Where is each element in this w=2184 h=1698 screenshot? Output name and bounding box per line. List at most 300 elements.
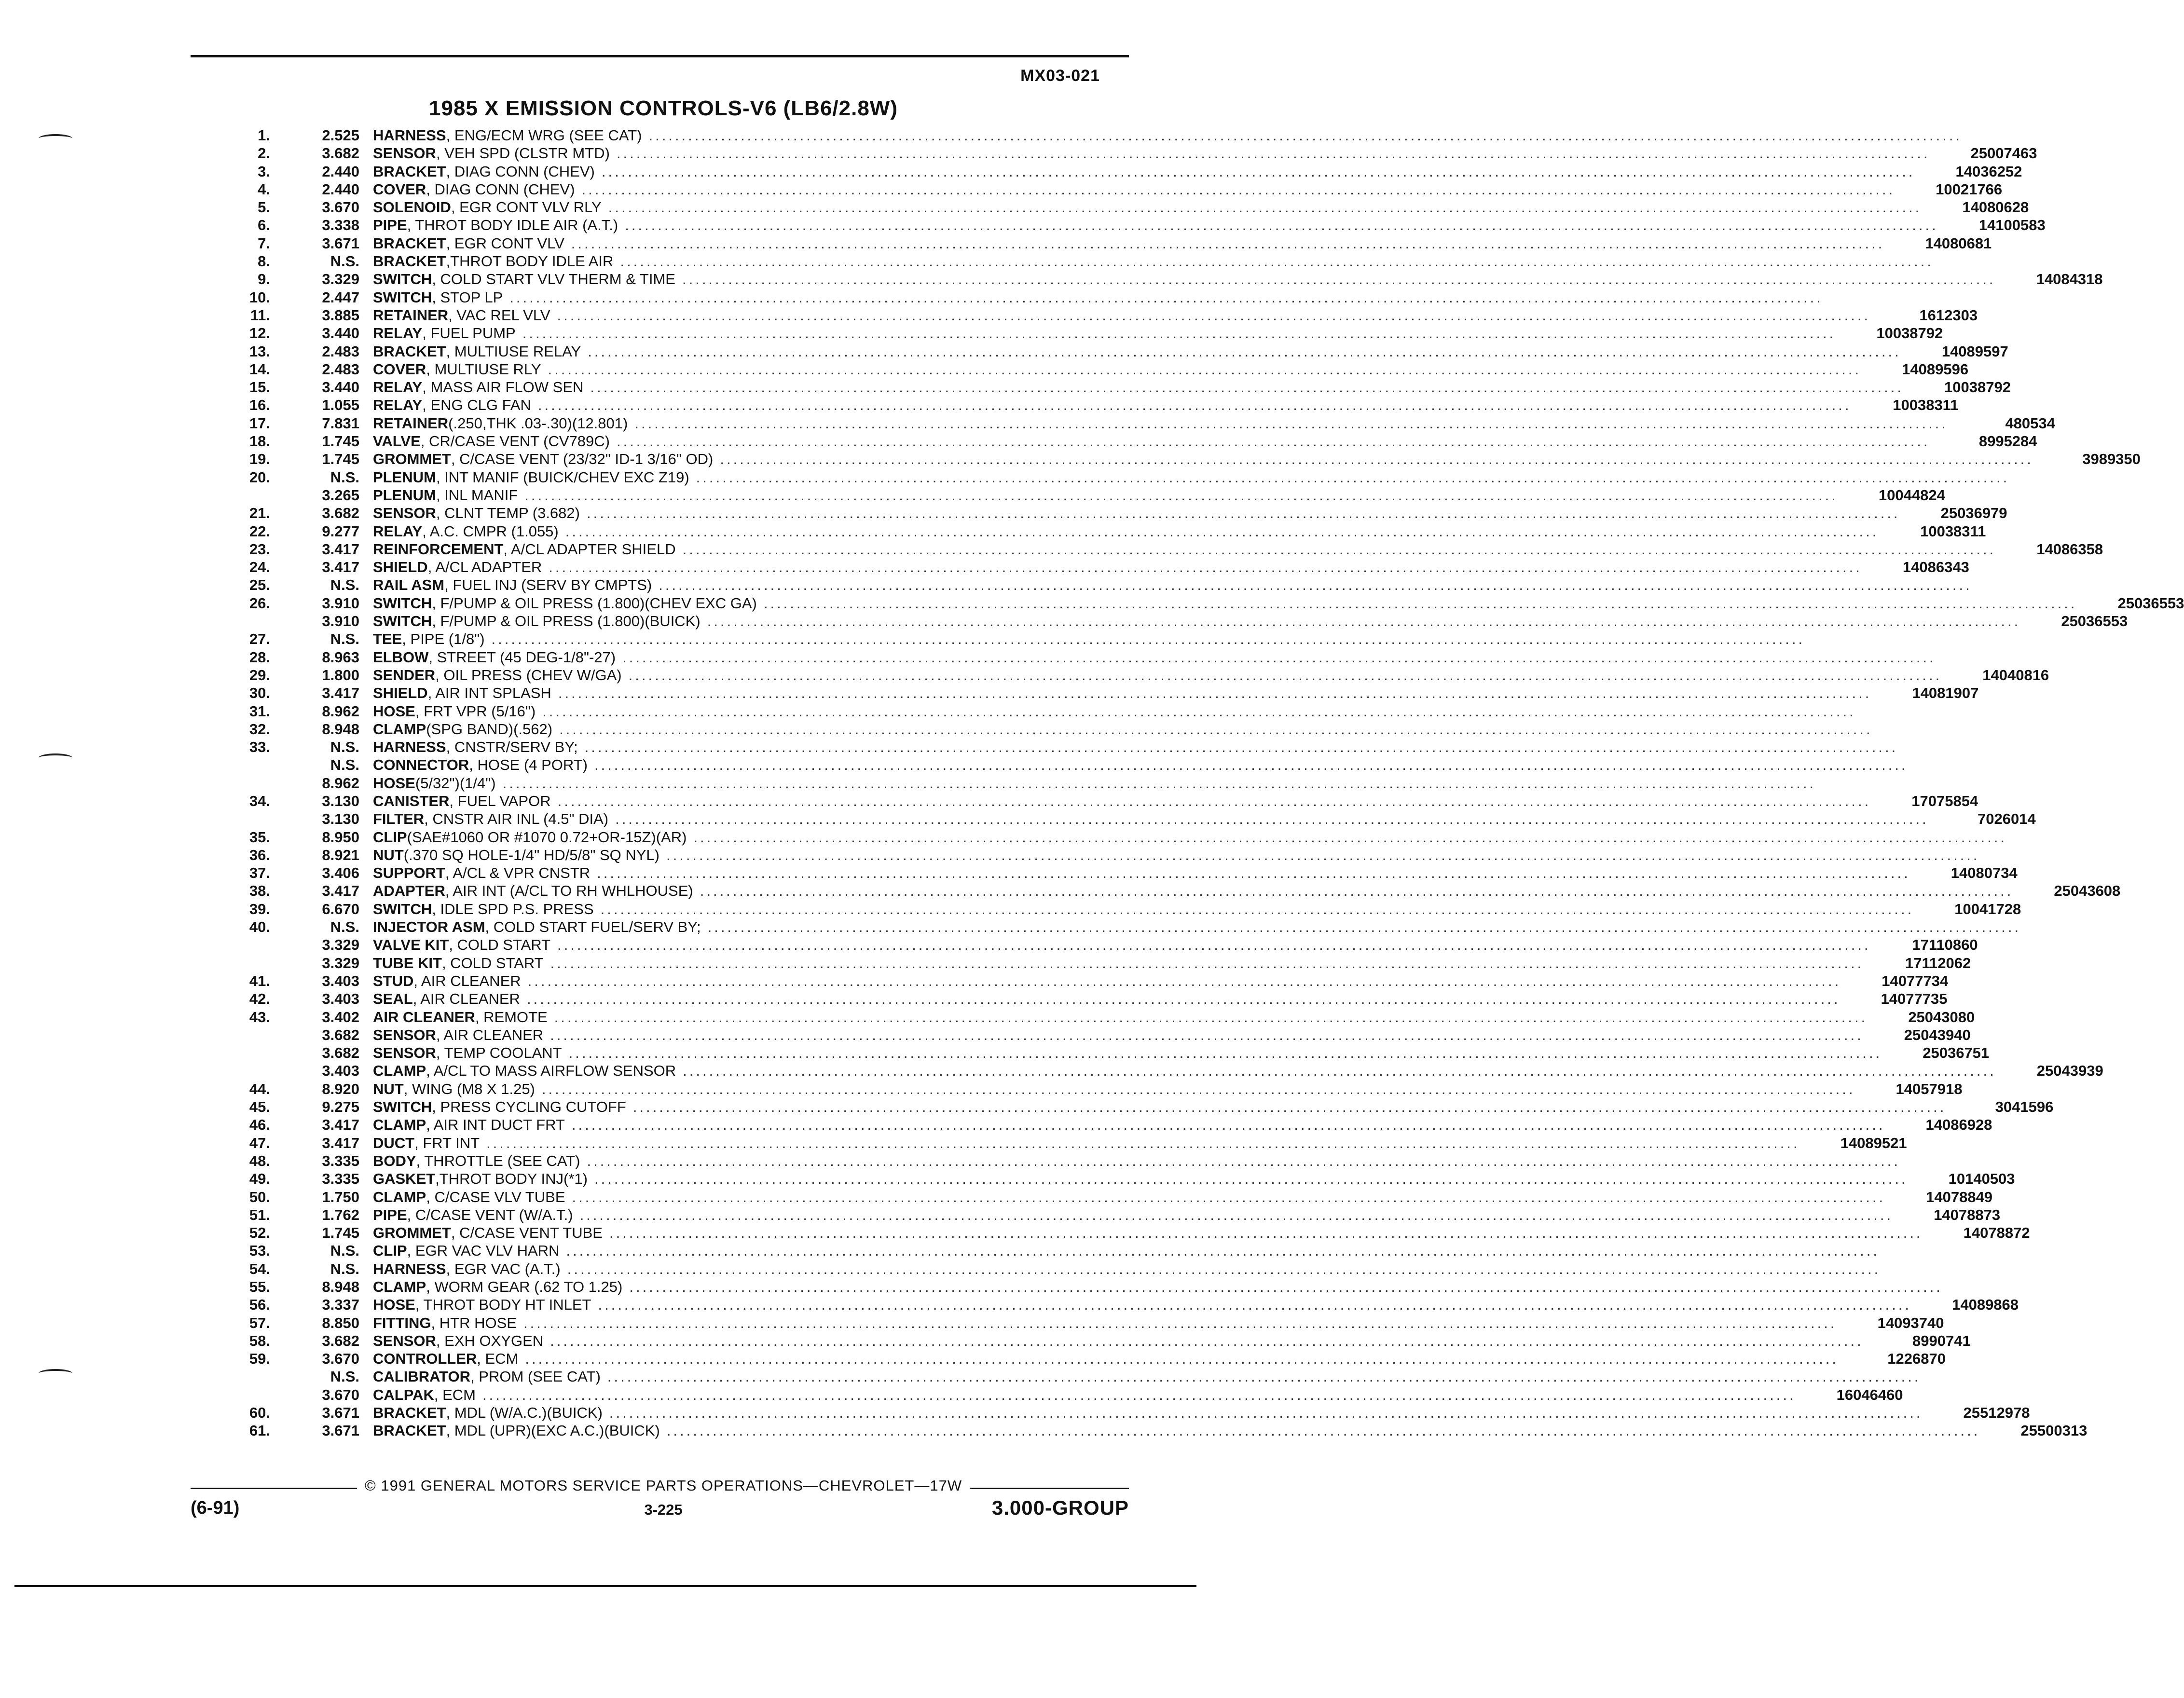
ref-number: 50.: [249, 1188, 270, 1205]
ref-number: 34.: [249, 792, 270, 809]
ref-number: 49.: [249, 1170, 270, 1188]
part-name: RELAY: [373, 379, 423, 396]
dot-leader: ........................................................................................................................................................................................................: [616, 145, 1930, 162]
group-number: 3.406: [322, 864, 359, 882]
part-description: , WING (M8 X 1.25): [403, 1080, 535, 1097]
part-description: , AIR INT SPLASH: [427, 685, 551, 702]
part-description: , COLD START: [441, 954, 544, 972]
group-number: 3.335: [322, 1170, 359, 1188]
part-number: 10041728: [1954, 900, 2021, 917]
group-number: 3.682: [322, 145, 359, 162]
group-label: 3.000-GROUP: [991, 1496, 1129, 1519]
group-number: 2.483: [322, 342, 359, 360]
parts-row: [222, 234, 1992, 252]
ref-number: 10.: [249, 288, 270, 306]
part-description: (5/32")(1/4"): [415, 774, 496, 792]
part-description: , MDL (W/A.C.)(BUICK): [446, 1404, 603, 1422]
dot-leader: ........................................................................................................................................................................................................: [693, 828, 2007, 846]
group-number: 3.337: [322, 1296, 359, 1314]
part-name: SWITCH: [373, 594, 432, 612]
parts-row: [222, 1080, 1963, 1098]
part-description: , FUEL VAPOR: [449, 792, 551, 809]
part-description: , DIAG CONN (CHEV): [446, 163, 595, 180]
ref-number: 45.: [249, 1098, 270, 1116]
parts-row: [222, 432, 2037, 450]
dot-leader: ........................................................................................................................................................................................................: [629, 1278, 1943, 1295]
ref-number: 13.: [249, 342, 270, 360]
part-description: , STREET (45 DEG-1/8"-27): [428, 648, 616, 666]
dot-leader: ........................................................................................................................................................................................................: [682, 540, 1996, 558]
part-name: BRACKET: [373, 163, 446, 180]
dot-leader: ........................................................................................................................................................................................................: [586, 505, 1900, 522]
parts-row: [222, 144, 2037, 162]
group-number: 8.962: [322, 774, 359, 792]
part-name: INJECTOR ASM: [373, 918, 485, 936]
group-number: 7.831: [322, 414, 359, 432]
part-description: , MDL (UPR)(EXC A.C.)(BUICK): [446, 1422, 660, 1439]
dot-leader: ........................................................................................................................................................................................................: [696, 468, 2010, 486]
parts-row: [222, 954, 1971, 972]
part-description: , C/CASE VENT (W/A.T.): [407, 1206, 573, 1223]
part-number: 1612303: [1919, 306, 1978, 324]
part-description: , THROTTLE (SEE CAT): [416, 1152, 580, 1169]
group-number: 8.948: [322, 720, 359, 738]
parts-row: [222, 1098, 2054, 1116]
dot-leader: ........................................................................................................................................................................................................: [584, 739, 1898, 756]
dot-leader: ........................................................................................................................................................................................................: [616, 433, 1930, 450]
part-description: , CLNT TEMP (3.682): [436, 505, 580, 522]
dot-leader: ........................................................................................................................................................................................................: [557, 936, 1871, 954]
ref-number: 47.: [249, 1134, 270, 1151]
ref-number: 36.: [249, 846, 270, 863]
ref-number: 60.: [249, 1404, 270, 1422]
part-name: FILTER: [373, 810, 425, 828]
dot-leader: ........................................................................................................................................................................................................: [524, 486, 1838, 504]
part-description: , FUEL INJ (SERV BY CMPTS): [444, 576, 652, 594]
group-number: 3.671: [322, 1404, 359, 1422]
part-description: , AIR INT DUCT FRT: [426, 1116, 565, 1134]
group-number: N.S.: [330, 739, 359, 756]
dot-leader: ........................................................................................................................................................................................................: [566, 1242, 1880, 1260]
part-description: (.370 SQ HOLE-1/4" HD/5/8" SQ NYL): [403, 846, 659, 863]
part-name: RELAY: [373, 522, 423, 540]
dot-leader: ........................................................................................................................................................................................................: [549, 559, 1862, 576]
part-name: CANISTER: [373, 792, 450, 809]
part-name: COVER: [373, 180, 426, 198]
part-number: 14081907: [1912, 685, 1979, 702]
parts-row: [222, 648, 1936, 666]
group-number: 3.329: [322, 936, 359, 954]
part-description: , COLD START VLV THERM & TIME: [432, 271, 675, 288]
part-name: TUBE KIT: [373, 954, 442, 972]
ref-number: 29.: [249, 666, 270, 684]
part-name: HARNESS: [373, 127, 446, 144]
part-number: 16046460: [1836, 1386, 1903, 1403]
part-description: (SAE#1060 OR #1070 0.72+OR-15Z)(AR): [407, 828, 687, 846]
group-number: 3.329: [322, 271, 359, 288]
dot-leader: ........................................................................................................................................................................................................: [526, 990, 1841, 1008]
ref-number: 40.: [249, 918, 270, 936]
part-number: 14036252: [1955, 163, 2022, 180]
group-number: 2.440: [322, 163, 359, 180]
dot-leader: ........................................................................................................................................................................................................: [548, 360, 1862, 378]
date-code: (6-91): [191, 1498, 240, 1518]
part-description: ,THROT BODY INJ(*1): [435, 1170, 588, 1188]
part-description: , AIR CLEANER: [413, 972, 521, 989]
parts-row: [222, 1134, 1907, 1152]
group-number: 8.921: [322, 846, 359, 863]
part-name: SENSOR: [373, 505, 436, 522]
part-number: 10140503: [1948, 1170, 2015, 1188]
ref-number: 51.: [249, 1206, 270, 1223]
ref-number: 20.: [249, 468, 270, 486]
group-number: 3.417: [322, 1134, 359, 1151]
part-name: PIPE: [373, 1206, 407, 1223]
ref-number: 23.: [249, 540, 270, 558]
parts-row: [222, 774, 1816, 792]
ref-number: 61.: [249, 1422, 270, 1439]
group-number: 3.682: [322, 1026, 359, 1043]
dot-leader: ........................................................................................................................................................................................................: [634, 414, 1948, 432]
group-number: N.S.: [330, 1368, 359, 1385]
part-number: 14080628: [1962, 199, 2029, 216]
parts-list: [222, 126, 2184, 1440]
group-number: 3.440: [322, 325, 359, 342]
dot-leader: ........................................................................................................................................................................................................: [541, 1080, 1855, 1097]
part-name: REINFORCEMENT: [373, 540, 504, 558]
ref-number: 53.: [249, 1242, 270, 1260]
part-name: GROMMET: [373, 451, 451, 468]
part-number: 25036553: [2061, 613, 2128, 630]
dot-leader: ........................................................................................................................................................................................................: [625, 217, 1938, 234]
part-name: SWITCH: [373, 271, 432, 288]
part-description: , REMOTE: [475, 1008, 548, 1026]
part-name: CLIP: [373, 1242, 407, 1260]
parts-row: [222, 1422, 2088, 1439]
part-description: , EXH OXYGEN: [436, 1332, 544, 1349]
group-number: 3.670: [322, 199, 359, 216]
part-number: 14089597: [1941, 342, 2008, 360]
part-name: CALPAK: [373, 1386, 434, 1403]
group-number: N.S.: [330, 756, 359, 774]
part-number: 14100583: [1978, 217, 2046, 234]
dot-leader: ........................................................................................................................................................................................................: [567, 1260, 1881, 1277]
group-number: 8.948: [322, 1278, 359, 1295]
group-number: 2.440: [322, 180, 359, 198]
part-name: SWITCH: [373, 613, 432, 630]
part-description: , STOP LP: [432, 288, 503, 306]
part-description: , ECM: [477, 1350, 519, 1368]
part-description: , PRESS CYCLING CUTOFF: [432, 1098, 626, 1116]
dot-leader: ........................................................................................................................................................................................................: [683, 1062, 1996, 1080]
group-number: 9.275: [322, 1098, 359, 1116]
part-name: CALIBRATOR: [373, 1368, 471, 1385]
part-description: , MULTIUSE RLY: [426, 360, 541, 378]
ref-number: 25.: [249, 576, 270, 594]
part-name: CONNECTOR: [373, 756, 469, 774]
parts-row: [222, 918, 2021, 936]
dot-leader: ........................................................................................................................................................................................................: [571, 234, 1885, 252]
part-description: , CNSTR AIR INL (4.5" DIA): [424, 810, 609, 828]
part-name: VALVE KIT: [373, 936, 449, 954]
page-title: 1985 X EMISSION CONTROLS-V6 (LB6/2.8W): [429, 96, 898, 120]
part-number: 1226870: [1887, 1350, 1946, 1368]
ref-number: 41.: [249, 972, 270, 989]
part-number: 14089868: [1952, 1296, 2019, 1314]
dot-leader: ........................................................................................................................................................................................................: [632, 1098, 1947, 1116]
parts-row: [222, 1296, 2019, 1314]
part-name: BRACKET: [373, 234, 446, 252]
part-number: 8990741: [1912, 1332, 1971, 1349]
part-number: 14084318: [2036, 271, 2103, 288]
part-description: , TEMP COOLANT: [436, 1044, 562, 1062]
part-number: 17112062: [1905, 954, 1971, 972]
part-name: BRACKET: [373, 253, 446, 270]
part-number: 25036751: [1923, 1044, 1990, 1062]
part-number: 25043940: [1904, 1026, 1971, 1043]
part-name: HARNESS: [373, 739, 446, 756]
ref-number: 31.: [249, 702, 270, 720]
part-name: SENSOR: [373, 1332, 436, 1349]
part-name: VALVE: [373, 433, 421, 450]
group-number: 3.265: [322, 486, 359, 504]
part-name: SENSOR: [373, 145, 436, 162]
part-number: 14093740: [1877, 1314, 1944, 1331]
part-name: RELAY: [373, 397, 423, 414]
part-name: GROMMET: [373, 1224, 451, 1242]
part-name: RELAY: [373, 325, 423, 342]
part-number: 14089521: [1840, 1134, 1907, 1151]
ref-number: 7.: [258, 234, 270, 252]
group-number: 3.671: [322, 234, 359, 252]
dot-leader: ........................................................................................................................................................................................................: [486, 1134, 1800, 1151]
dot-leader: ........................................................................................................................................................................................................: [601, 163, 1915, 180]
group-number: 6.670: [322, 900, 359, 917]
group-number: 3.329: [322, 954, 359, 972]
dot-leader: ........................................................................................................................................................................................................: [609, 1404, 1923, 1422]
group-number: 3.130: [322, 810, 359, 828]
dot-leader: ........................................................................................................................................................................................................: [588, 342, 1901, 360]
part-number: 14078873: [1934, 1206, 2001, 1223]
parts-row: [222, 1332, 1971, 1350]
group-number: 1.750: [322, 1188, 359, 1205]
dot-leader: ........................................................................................................................................................................................................: [571, 1116, 1885, 1134]
ref-number: 12.: [249, 325, 270, 342]
dot-leader: ........................................................................................................................................................................................................: [550, 1026, 1864, 1043]
part-number: 25512978: [1963, 1404, 2030, 1422]
part-name: RETAINER: [373, 306, 449, 324]
part-name: HOSE: [373, 774, 415, 792]
part-number: 25043608: [2054, 882, 2121, 900]
group-number: 1.800: [322, 666, 359, 684]
group-number: 8.920: [322, 1080, 359, 1097]
part-description: , EGR CONT VLV RLY: [451, 199, 602, 216]
ref-number: 55.: [249, 1278, 270, 1295]
parts-row: [222, 828, 2007, 846]
dot-leader: ........................................................................................................................................................................................................: [525, 1350, 1839, 1368]
part-number: 25007463: [1970, 145, 2037, 162]
dot-leader: ........................................................................................................................................................................................................: [572, 1188, 1886, 1205]
part-description: , THROT BODY IDLE AIR (A.T.): [407, 217, 618, 234]
parts-row: [222, 684, 1979, 702]
part-description: , FRT INT: [414, 1134, 480, 1151]
dot-leader: ........................................................................................................................................................................................................: [666, 846, 1980, 863]
part-description: , EGR VAC (A.T.): [446, 1260, 561, 1277]
part-description: , EGR CONT VLV: [446, 234, 564, 252]
ref-number: 9.: [258, 271, 270, 288]
ref-number: 4.: [258, 180, 270, 198]
part-number: 14086358: [2036, 540, 2103, 558]
parts-row: [222, 180, 2003, 198]
group-number: 8.850: [322, 1314, 359, 1331]
part-description: , CR/CASE VENT (CV789C): [420, 433, 610, 450]
part-name: CLIP: [373, 828, 407, 846]
parts-row: [222, 594, 2184, 612]
part-description: , HTR HOSE: [431, 1314, 517, 1331]
group-number: 8.962: [322, 702, 359, 720]
part-name: RETAINER: [373, 414, 449, 432]
parts-row: [222, 666, 2049, 684]
parts-row: [222, 378, 2011, 396]
part-number: 25043939: [2036, 1062, 2103, 1080]
part-number: 14078849: [1926, 1188, 1993, 1205]
parts-row: [222, 1062, 2103, 1080]
part-description: , AIR INT (A/CL TO RH WHLHOUSE): [445, 882, 693, 900]
part-number: 25500313: [2020, 1422, 2088, 1439]
part-number: 14086928: [1925, 1116, 1992, 1134]
ref-number: 32.: [249, 720, 270, 738]
ref-number: 11.: [250, 306, 270, 324]
group-number: 1.762: [322, 1206, 359, 1223]
part-name: CONTROLLER: [373, 1350, 477, 1368]
part-name: SEAL: [373, 990, 413, 1008]
parts-row: [222, 882, 2121, 900]
ref-number: 19.: [249, 451, 270, 468]
dot-leader: ........................................................................................................................................................................................................: [522, 325, 1836, 342]
ref-number: 52.: [249, 1224, 270, 1242]
parts-row: [222, 324, 1943, 342]
part-description: , OIL PRESS (CHEV W/GA): [435, 666, 622, 684]
part-description: (.250,THK .03-.30)(12.801): [448, 414, 628, 432]
parts-row: [222, 972, 1949, 990]
part-description: , FRT VPR (5/16"): [415, 702, 536, 720]
ref-number: 33.: [249, 739, 270, 756]
dot-leader: ........................................................................................................................................................................................................: [523, 1314, 1837, 1331]
parts-row: [222, 1386, 1903, 1404]
group-number: 3.335: [322, 1152, 359, 1169]
dot-leader: ........................................................................................................................................................................................................: [502, 774, 1816, 792]
part-name: NUT: [373, 846, 404, 863]
dot-leader: ........................................................................................................................................................................................................: [620, 253, 1934, 270]
ref-number: 39.: [249, 900, 270, 917]
part-number: 14078872: [1963, 1224, 2030, 1242]
ref-number: 44.: [249, 1080, 270, 1097]
group-number: 3.402: [322, 1008, 359, 1026]
part-number: 25036979: [1940, 505, 2007, 522]
dot-leader: ........................................................................................................................................................................................................: [608, 199, 1922, 216]
part-number: 14077735: [1881, 990, 1948, 1008]
copyright-notice: [0, 1477, 1327, 1494]
group-number: N.S.: [330, 1242, 359, 1260]
ref-number: 30.: [249, 685, 270, 702]
group-number: 1.745: [322, 433, 359, 450]
dot-leader: ........................................................................................................................................................................................................: [587, 1152, 1901, 1169]
part-name: DUCT: [373, 1134, 415, 1151]
part-description: , CNSTR/SERV BY;: [446, 739, 578, 756]
part-number: 17075854: [1911, 792, 1978, 809]
dot-leader: ........................................................................................................................................................................................................: [659, 576, 1972, 594]
part-name: HOSE: [373, 1296, 415, 1314]
parts-row: [222, 450, 2141, 468]
part-description: , VEH SPD (CLSTR MTD): [436, 145, 610, 162]
parts-row: [222, 1152, 1901, 1170]
ref-number: 6.: [258, 217, 270, 234]
part-description: , PIPE (1/8"): [402, 630, 485, 648]
part-description: , THROT BODY HT INLET: [415, 1296, 591, 1314]
ref-number: 37.: [249, 864, 270, 882]
group-number: 3.440: [322, 379, 359, 396]
part-description: , MULTIUSE RELAY: [446, 342, 581, 360]
part-name: HOSE: [373, 702, 415, 720]
part-description: , COLD START: [449, 936, 551, 954]
dot-leader: ........................................................................................................................................................................................................: [579, 1206, 1894, 1223]
ref-number: 21.: [249, 505, 270, 522]
part-number: 14040816: [1982, 666, 2049, 684]
dot-leader: ........................................................................................................................................................................................................: [558, 685, 1872, 702]
part-number: 17110860: [1912, 936, 1978, 954]
dot-leader: ........................................................................................................................................................................................................: [607, 1368, 1921, 1385]
dot-leader: ........................................................................................................................................................................................................: [559, 720, 1873, 738]
part-name: ADAPTER: [373, 882, 445, 900]
part-description: , A/CL ADAPTER SHIELD: [503, 540, 676, 558]
part-name: CLAMP: [373, 1116, 426, 1134]
ref-number: 5.: [258, 199, 270, 216]
parts-row: [222, 792, 1978, 810]
part-name: GASKET: [373, 1170, 436, 1188]
part-number: 10044824: [1878, 486, 1945, 504]
part-description: , A/CL TO MASS AIRFLOW SENSOR: [426, 1062, 676, 1080]
part-name: SENSOR: [373, 1026, 436, 1043]
part-description: , PROM (SEE CAT): [470, 1368, 601, 1385]
part-description: , INL MANIF: [436, 486, 518, 504]
part-description: , INT MANIF (BUICK/CHEV EXC Z19): [436, 468, 689, 486]
group-number: N.S.: [330, 468, 359, 486]
group-number: 3.403: [322, 1062, 359, 1080]
part-description: , A/CL & VPR CNSTR: [445, 864, 591, 882]
group-number: N.S.: [330, 576, 359, 594]
dot-leader: ........................................................................................................................................................................................................: [491, 630, 1805, 648]
part-description: , C/CASE VLV TUBE: [426, 1188, 565, 1205]
dot-leader: ........................................................................................................................................................................................................: [609, 1224, 1923, 1242]
part-description: , FUEL PUMP: [422, 325, 516, 342]
parts-row: [222, 936, 1978, 954]
part-name: BODY: [373, 1152, 416, 1169]
parts-row: [222, 1314, 1944, 1332]
parts-row: [222, 1026, 1971, 1044]
part-number: 14077734: [1882, 972, 1949, 989]
part-description: , DIAG CONN (CHEV): [426, 180, 575, 198]
group-number: 3.670: [322, 1386, 359, 1403]
part-name: CLAMP: [373, 1188, 426, 1205]
part-name: PLENUM: [373, 468, 436, 486]
dot-leader: ........................................................................................................................................................................................................: [598, 1296, 1912, 1314]
part-description: , A/CL ADAPTER: [427, 559, 542, 576]
part-description: , HOSE (4 PORT): [469, 756, 588, 774]
part-name: PLENUM: [373, 486, 436, 504]
parts-row: [222, 846, 1980, 864]
part-description: , WORM GEAR (.62 TO 1.25): [426, 1278, 623, 1295]
ref-number: 24.: [249, 559, 270, 576]
